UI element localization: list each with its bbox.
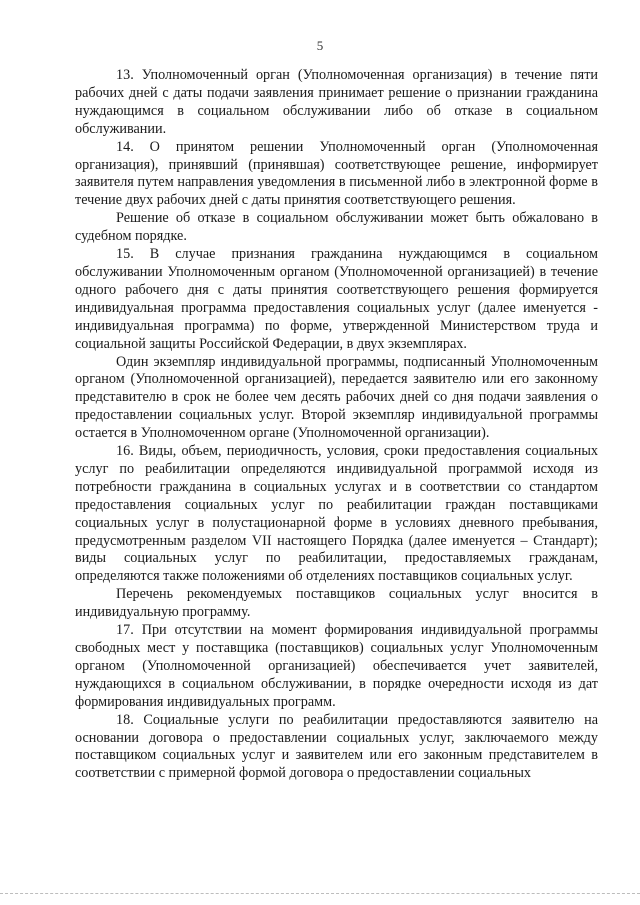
paragraph-providers-list: Перечень рекомендуемых поставщиков социальных услуг вносится в индивидуальную программу. [75, 586, 598, 621]
paragraph-18: 18. Социальные услуги по реабилитации предоставляются заявителю на основании договора о предоставлении социальных услуг, заключаемого между поставщиком социальных услуг и заявителем или его законным представителем в соответствии с примерной формой договора о предоставлении социальных [75, 711, 598, 782]
page-number: 5 [316, 38, 324, 53]
paragraph-17: 17. При отсутствии на момент формирования индивидуальной программы свободных мест у поставщика (поставщиков) социальных услуг Уполномоченным органом (Уполномоченной организацией) обеспечивается учет заявителей, нуждающихся в социальном обслуживании, в порядке очередности исходя из дат формирования индивидуальных программ. [75, 622, 598, 710]
paragraph-copy-transfer: Один экземпляр индивидуальной программы, подписанный Уполномоченным органом (Уполномоченной организацией), передается заявителю или его законному представителю в срок не более чем десять рабочих дней со дня подачи заявления о предоставлении социальных услуг. Второй экземпляр индивидуальной программы остается в Уполномоченном органе (Уполномоченной организации). [75, 353, 598, 442]
paragraph-14: 14. О принятом решении Уполномоченный орган (Уполномоченная организация), принявший (принявшая) соответствующее решение, информирует заявителя путем направления уведомления в письменной либо в электронной форме в течение двух рабочих дней с даты принятия соответствующего решения. [75, 138, 598, 209]
paragraph-appeal-note: Решение об отказе в социальном обслуживании может быть обжаловано в судебном порядке. [75, 210, 598, 245]
scan-bottom-edge [0, 893, 640, 894]
paragraph-13: 13. Уполномоченный орган (Уполномоченная организация) в течение пяти рабочих дней с даты подачи заявления принимает решение о признании гражданина нуждающимся в социальном обслуживании либо об отказе в социальном обслуживании. [75, 67, 598, 137]
paragraph-16: 16. Виды, объем, периодичность, условия, сроки предоставления социальных услуг по реабилитации определяются индивидуальной программой исходя из потребности гражданина в социальных услугах и в соответствии со стандартом предоставления социальных услуг по реабилитации граждан поставщиками социальных услуг в полустационарной форме в условиях дневного пребывания, предусмотренным разделом VII настоящего Порядка (далее именуется – Стандарт); виды социальных услуг по реабилитации, предоставляемых гражданам, определяются также положениями об отделениях поставщиков социальных услуг. [75, 443, 598, 585]
document-body [75, 67, 598, 783]
paragraph-15: 15. В случае признания гражданина нуждающимся в социальном обслуживании Уполномоченным органом (Уполномоченной организацией) в течение одного рабочего дня с даты принятия соответствующего решения формируется индивидуальная программа предоставления социальных услуг (далее именуется - индивидуальная программа) по форме, утвержденной Министерством труда и социальной защиты Российской Федерации, в двух экземплярах. [75, 246, 598, 352]
